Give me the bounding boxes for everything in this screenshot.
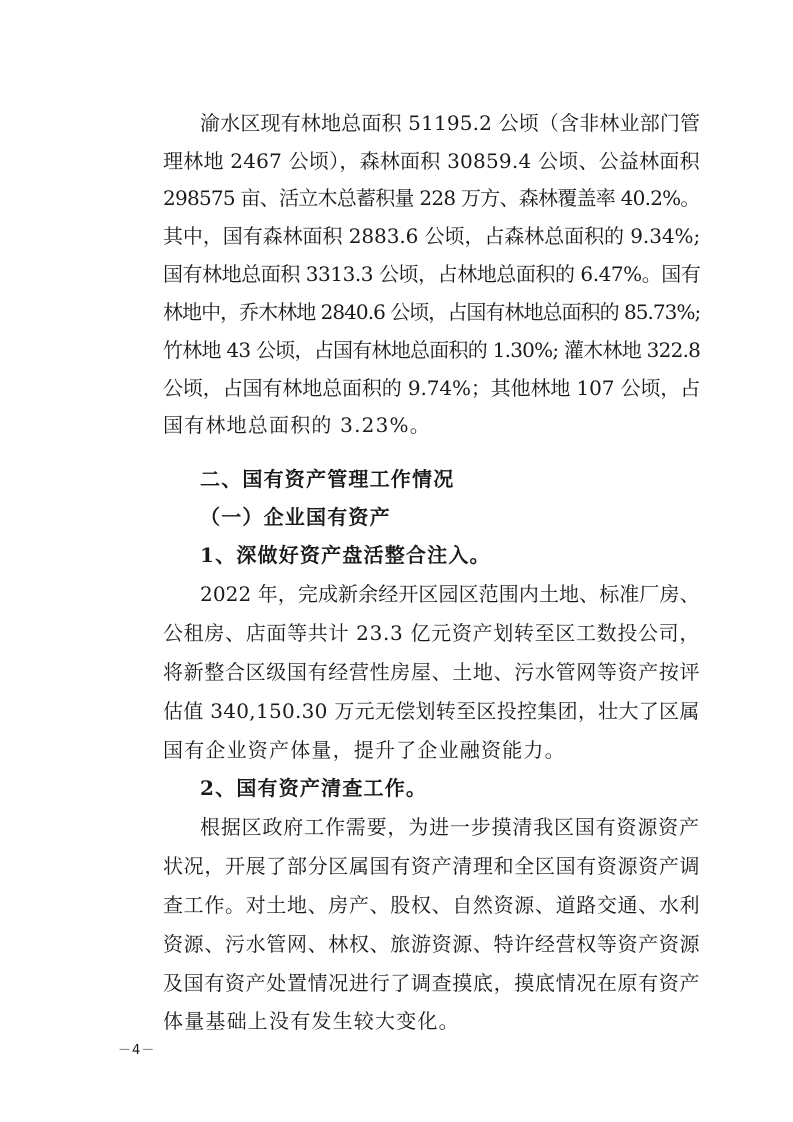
paragraph-line: 状况，开展了部分区属国有资产清理和全区国有资源资产调 — [163, 854, 701, 878]
paragraph-line: 渝水区现有林地总面积 51195.2 公顷（含非林业部门管 — [200, 111, 701, 135]
paragraph-line: 根据区政府工作需要，为进一步摸清我区国有资源资产 — [200, 815, 700, 839]
paragraph-line: 298575 亩、活立木总蓄积量 228 万方、森林覆盖率 40.2%。 — [163, 186, 700, 210]
paragraph-line: 理林地 2467 公顷），森林面积 30859.4 公顷、公益林面积 — [163, 149, 700, 173]
paragraph-line: 国有企业资产体量，提升了企业融资能力。 — [163, 738, 566, 762]
item-heading: 1、深做好资产盘活整合注入。 — [200, 543, 491, 567]
paragraph-line: 将新整合区级国有经营性房屋、土地、污水管网等资产按评 — [163, 660, 701, 684]
paragraph-line: 国有林地总面积的 3.23%。 — [163, 413, 431, 437]
paragraph-line: 国有林地总面积 3313.3 公顷，占林地总面积的 6.47%。国有 — [163, 262, 701, 286]
paragraph-line: 估值 340,150.30 万元无偿划转至区投控集团，壮大了区属 — [163, 699, 700, 723]
paragraph-line: 查工作。对土地、房产、股权、自然资源、道路交通、水利 — [163, 893, 701, 917]
paragraph-line: 资源、污水管网、林权、旅游资源、特许经营权等资产资源 — [163, 932, 701, 956]
page-number: －4－ — [118, 1043, 156, 1058]
paragraph-line: 公租房、店面等共计 23.3 亿元资产划转至区工数投公司， — [163, 621, 701, 645]
subsection-heading: （一）企业国有资产 — [200, 505, 391, 529]
paragraph-line: 其中，国有森林面积 2883.6 公顷，占森林总面积的 9.34%; — [163, 224, 701, 248]
paragraph-line: 公顷，占国有林地总面积的 9.74%；其他林地 107 公顷，占 — [163, 376, 701, 400]
section-heading: 二、国有资产管理工作情况 — [200, 467, 455, 491]
item-heading: 2、国有资产清查工作。 — [200, 776, 428, 800]
paragraph-line: 竹林地 43 公顷，占国有林地总面积的 1.30%; 灌木林地 322.8 — [163, 338, 701, 362]
paragraph-line: 林地中，乔木林地 2840.6 公顷，占国有林地总面积的 85.73%; — [163, 300, 701, 324]
paragraph-line: 体量基础上没有发生较大变化。 — [163, 1009, 460, 1033]
paragraph-line: 2022 年，完成新余经开区园区范围内土地、标准厂房、 — [200, 582, 700, 606]
paragraph-line: 及国有资产处置情况进行了调查摸底，摸底情况在原有资产 — [163, 971, 701, 995]
